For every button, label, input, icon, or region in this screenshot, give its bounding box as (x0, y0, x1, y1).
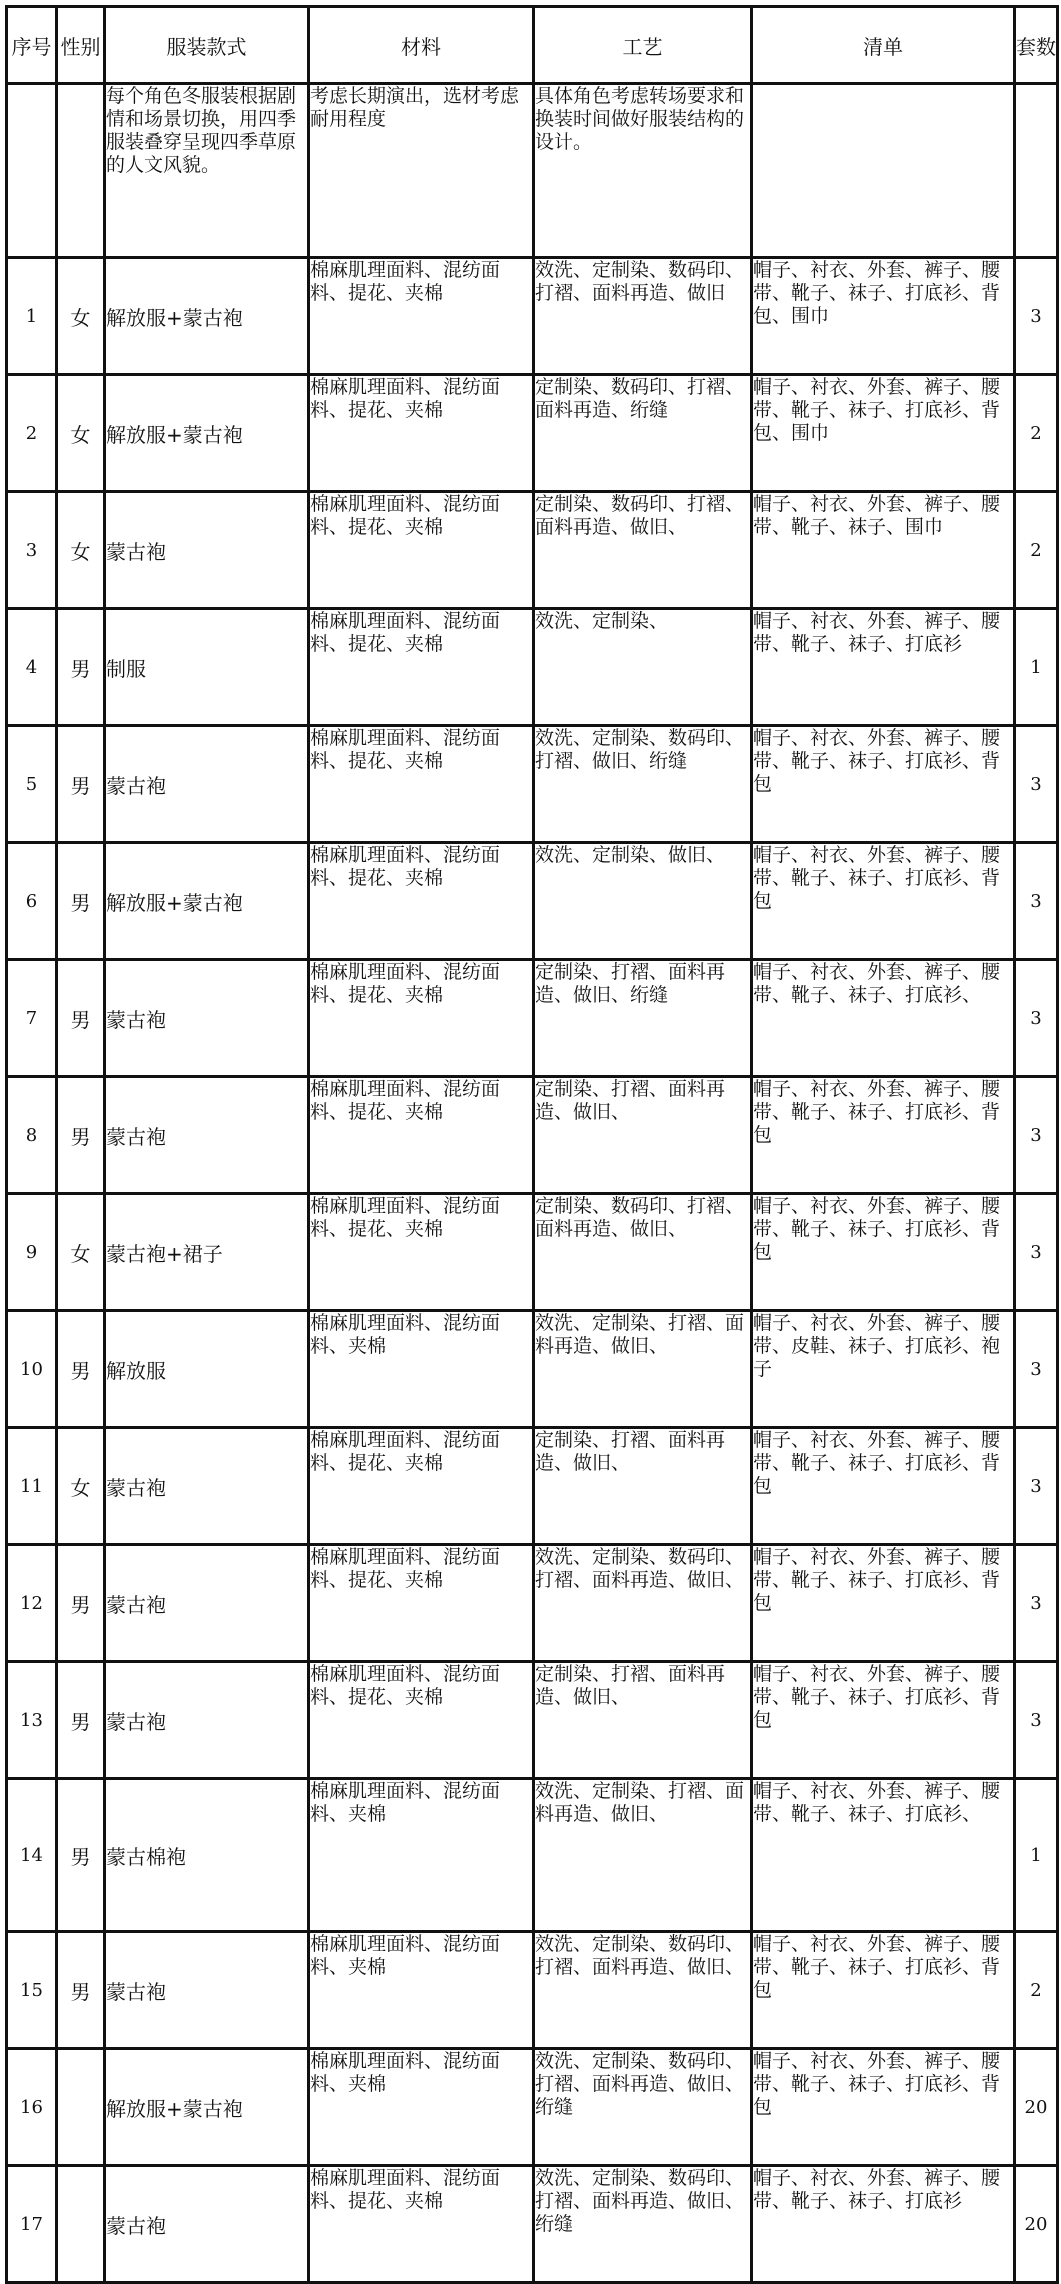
row-material: 棉麻肌理面料、混纺面料、提花、夹棉 (309, 960, 534, 1077)
row-style: 制服 (105, 609, 309, 726)
row-style: 蒙古袍 (105, 1662, 309, 1779)
row-list: 帽子、衬衣、外套、裤子、腰带、靴子、袜子、打底衫、背包 (752, 1077, 1015, 1194)
header-row (7, 7, 1058, 84)
row-list: 帽子、衬衣、外套、裤子、腰带、靴子、袜子、打底衫、背包 (752, 1932, 1015, 2049)
header-style: 服装款式 (105, 7, 309, 84)
header-sets: 套数 (1015, 7, 1058, 84)
row-material: 棉麻肌理面料、混纺面料、提花、夹棉 (309, 1077, 534, 1194)
header-no: 序号 (7, 7, 57, 84)
row-sets: 3 (1015, 726, 1058, 843)
row-sets: 3 (1015, 1428, 1058, 1545)
row-no: 16 (7, 2049, 57, 2166)
row-craft: 定制染、数码印、打褶、面料再造、做旧、 (534, 492, 752, 609)
row-gender: 女 (57, 1194, 105, 1311)
table-row (7, 258, 1058, 375)
header-list: 清单 (752, 7, 1015, 84)
row-sets: 3 (1015, 1077, 1058, 1194)
row-style: 蒙古袍 (105, 1545, 309, 1662)
table-row (7, 2049, 1058, 2166)
row-sets: 3 (1015, 1662, 1058, 1779)
row-craft: 效洗、定制染、数码印、打褶、面料再造、做旧、绗缝 (534, 2166, 752, 2283)
row-no: 3 (7, 492, 57, 609)
row-no: 8 (7, 1077, 57, 1194)
row-material: 棉麻肌理面料、混纺面料、夹棉 (309, 1932, 534, 2049)
row-sets: 3 (1015, 843, 1058, 960)
row-material: 棉麻肌理面料、混纺面料、提花、夹棉 (309, 1662, 534, 1779)
row-craft: 定制染、打褶、面料再造、做旧、 (534, 1428, 752, 1545)
row-material: 棉麻肌理面料、混纺面料、提花、夹棉 (309, 258, 534, 375)
header-craft: 工艺 (534, 7, 752, 84)
row-material: 棉麻肌理面料、混纺面料、提花、夹棉 (309, 609, 534, 726)
row-craft: 效洗、定制染、数码印、打褶、面料再造、做旧 (534, 258, 752, 375)
row-sets: 1 (1015, 1779, 1058, 1932)
row-gender: 女 (57, 492, 105, 609)
row-style: 蒙古袍 (105, 492, 309, 609)
row-list: 帽子、衬衣、外套、裤子、腰带、靴子、袜子、打底衫、 (752, 1779, 1015, 1932)
table-row (7, 1932, 1058, 2049)
table-row (7, 1428, 1058, 1545)
row-craft: 定制染、打褶、面料再造、做旧、 (534, 1077, 752, 1194)
row-gender: 男 (57, 726, 105, 843)
row-gender: 男 (57, 1311, 105, 1428)
table-row (7, 1545, 1058, 1662)
row-material: 棉麻肌理面料、混纺面料、提花、夹棉 (309, 375, 534, 492)
row-material: 棉麻肌理面料、混纺面料、提花、夹棉 (309, 1545, 534, 1662)
row-gender: 男 (57, 609, 105, 726)
row-list: 帽子、衬衣、外套、裤子、腰带、靴子、袜子、打底衫、背包 (752, 1194, 1015, 1311)
row-no: 14 (7, 1779, 57, 1932)
row-style: 解放服+蒙古袍 (105, 843, 309, 960)
row-list: 帽子、衬衣、外套、裤子、腰带、靴子、袜子、打底衫、背包 (752, 1545, 1015, 1662)
row-style: 解放服+蒙古袍 (105, 258, 309, 375)
row-list: 帽子、衬衣、外套、裤子、腰带、靴子、袜子、围巾 (752, 492, 1015, 609)
row-gender: 男 (57, 1779, 105, 1932)
table-row (7, 1779, 1058, 1932)
row-no: 17 (7, 2166, 57, 2283)
row-style: 蒙古袍 (105, 1428, 309, 1545)
row-material: 棉麻肌理面料、混纺面料、夹棉 (309, 1779, 534, 1932)
row-craft: 定制染、打褶、面料再造、做旧、 (534, 1662, 752, 1779)
row-gender: 男 (57, 1932, 105, 2049)
row-gender: 男 (57, 1662, 105, 1779)
note-material-cell: 考虑长期演出，选材考虑耐用程度 (309, 84, 534, 258)
row-gender: 男 (57, 1077, 105, 1194)
costume-table (5, 5, 1059, 2284)
row-craft: 效洗、定制染、数码印、打褶、做旧、绗缝 (534, 726, 752, 843)
row-craft: 效洗、定制染、 (534, 609, 752, 726)
row-craft: 效洗、定制染、打褶、面料再造、做旧、 (534, 1311, 752, 1428)
row-no: 10 (7, 1311, 57, 1428)
note-gender-cell (57, 84, 105, 258)
table-row (7, 1662, 1058, 1779)
note-no-cell (7, 84, 57, 258)
row-style: 蒙古袍 (105, 1932, 309, 2049)
row-craft: 效洗、定制染、打褶、面料再造、做旧、 (534, 1779, 752, 1932)
row-list: 帽子、衬衣、外套、裤子、腰带、靴子、袜子、打底衫、 (752, 960, 1015, 1077)
row-no: 1 (7, 258, 57, 375)
row-material: 棉麻肌理面料、混纺面料、夹棉 (309, 1311, 534, 1428)
row-style: 解放服+蒙古袍 (105, 2049, 309, 2166)
row-style: 蒙古袍 (105, 960, 309, 1077)
row-craft: 定制染、数码印、打褶、面料再造、做旧、 (534, 1194, 752, 1311)
row-gender: 女 (57, 375, 105, 492)
row-no: 4 (7, 609, 57, 726)
row-material: 棉麻肌理面料、混纺面料、提花、夹棉 (309, 492, 534, 609)
table-row (7, 2166, 1058, 2283)
table-row (7, 492, 1058, 609)
table-row (7, 1311, 1058, 1428)
note-row (7, 84, 1058, 258)
row-list: 帽子、衬衣、外套、裤子、腰带、靴子、袜子、打底衫、背包 (752, 843, 1015, 960)
row-gender: 女 (57, 1428, 105, 1545)
note-style-cell: 每个角色冬服装根据剧情和场景切换，用四季服装叠穿呈现四季草原的人文风貌。 (105, 84, 309, 258)
row-no: 12 (7, 1545, 57, 1662)
row-style: 蒙古袍 (105, 726, 309, 843)
row-gender (57, 2049, 105, 2166)
row-craft: 定制染、数码印、打褶、面料再造、绗缝 (534, 375, 752, 492)
row-style: 解放服 (105, 1311, 309, 1428)
note-craft-cell: 具体角色考虑转场要求和换装时间做好服装结构的设计。 (534, 84, 752, 258)
row-list: 帽子、衬衣、外套、裤子、腰带、靴子、袜子、打底衫、背包、围巾 (752, 375, 1015, 492)
row-no: 13 (7, 1662, 57, 1779)
row-sets: 2 (1015, 492, 1058, 609)
row-craft: 效洗、定制染、数码印、打褶、面料再造、做旧、 (534, 1932, 752, 2049)
row-craft: 定制染、打褶、面料再造、做旧、绗缝 (534, 960, 752, 1077)
row-style: 蒙古棉袍 (105, 1779, 309, 1932)
row-sets: 20 (1015, 2166, 1058, 2283)
row-sets: 3 (1015, 1194, 1058, 1311)
row-list: 帽子、衬衣、外套、裤子、腰带、靴子、袜子、打底衫 (752, 609, 1015, 726)
row-no: 9 (7, 1194, 57, 1311)
table-row (7, 960, 1058, 1077)
row-sets: 3 (1015, 960, 1058, 1077)
row-gender: 男 (57, 843, 105, 960)
row-no: 11 (7, 1428, 57, 1545)
row-gender: 女 (57, 258, 105, 375)
table-row (7, 726, 1058, 843)
row-gender (57, 2166, 105, 2283)
table-row (7, 843, 1058, 960)
row-list: 帽子、衬衣、外套、裤子、腰带、靴子、袜子、打底衫、背包 (752, 726, 1015, 843)
table-row (7, 375, 1058, 492)
row-material: 棉麻肌理面料、混纺面料、提花、夹棉 (309, 843, 534, 960)
row-sets: 20 (1015, 2049, 1058, 2166)
row-list: 帽子、衬衣、外套、裤子、腰带、靴子、袜子、打底衫、背包 (752, 1428, 1015, 1545)
note-list-cell (752, 84, 1015, 258)
row-no: 7 (7, 960, 57, 1077)
row-list: 帽子、衬衣、外套、裤子、腰带、皮鞋、袜子、打底衫、袍子 (752, 1311, 1015, 1428)
row-craft: 效洗、定制染、数码印、打褶、面料再造、做旧、绗缝 (534, 2049, 752, 2166)
header-gender: 性别 (57, 7, 105, 84)
row-sets: 3 (1015, 258, 1058, 375)
row-sets: 3 (1015, 1311, 1058, 1428)
row-style: 蒙古袍 (105, 2166, 309, 2283)
row-sets: 3 (1015, 1545, 1058, 1662)
row-sets: 1 (1015, 609, 1058, 726)
row-style: 蒙古袍 (105, 1077, 309, 1194)
row-sets: 2 (1015, 1932, 1058, 2049)
row-no: 6 (7, 843, 57, 960)
row-material: 棉麻肌理面料、混纺面料、夹棉 (309, 2049, 534, 2166)
table-row (7, 1194, 1058, 1311)
row-list: 帽子、衬衣、外套、裤子、腰带、靴子、袜子、打底衫 (752, 2166, 1015, 2283)
row-sets: 2 (1015, 375, 1058, 492)
row-material: 棉麻肌理面料、混纺面料、提花、夹棉 (309, 1428, 534, 1545)
row-list: 帽子、衬衣、外套、裤子、腰带、靴子、袜子、打底衫、背包、围巾 (752, 258, 1015, 375)
row-material: 棉麻肌理面料、混纺面料、提花、夹棉 (309, 1194, 534, 1311)
row-gender: 男 (57, 960, 105, 1077)
table-row (7, 609, 1058, 726)
row-list: 帽子、衬衣、外套、裤子、腰带、靴子、袜子、打底衫、背包 (752, 1662, 1015, 1779)
note-sets-cell (1015, 84, 1058, 258)
header-material: 材料 (309, 7, 534, 84)
row-gender: 男 (57, 1545, 105, 1662)
row-style: 蒙古袍+裙子 (105, 1194, 309, 1311)
row-no: 5 (7, 726, 57, 843)
row-craft: 效洗、定制染、做旧、 (534, 843, 752, 960)
row-craft: 效洗、定制染、数码印、打褶、面料再造、做旧、 (534, 1545, 752, 1662)
row-material: 棉麻肌理面料、混纺面料、提花、夹棉 (309, 2166, 534, 2283)
row-material: 棉麻肌理面料、混纺面料、提花、夹棉 (309, 726, 534, 843)
row-style: 解放服+蒙古袍 (105, 375, 309, 492)
table-row (7, 1077, 1058, 1194)
row-no: 15 (7, 1932, 57, 2049)
row-list: 帽子、衬衣、外套、裤子、腰带、靴子、袜子、打底衫、背包 (752, 2049, 1015, 2166)
row-no: 2 (7, 375, 57, 492)
